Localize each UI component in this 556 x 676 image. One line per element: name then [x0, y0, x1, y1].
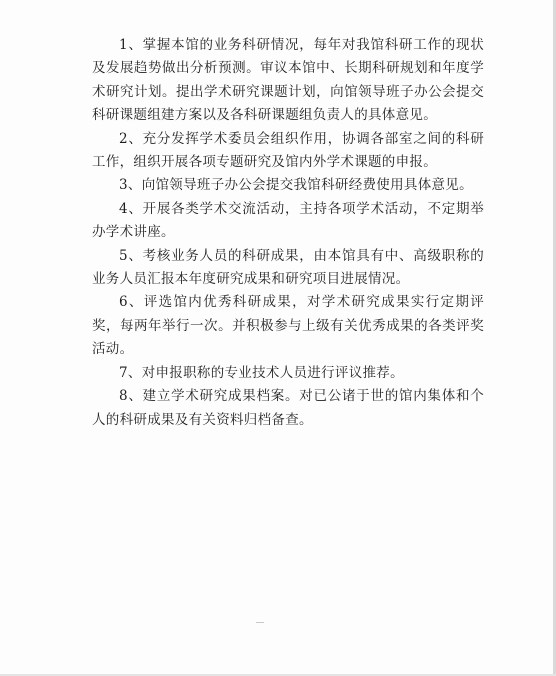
paragraph-3: 3、向馆领导班子办公会提交我馆科研经费使用具体意见。 [119, 177, 473, 194]
paragraph-6: 6、评选馆内优秀科研成果，对学术研究成果实行定期评奖，每两年举行一次。并积极参与上级有关优秀成果的各类评奖活动。 [92, 294, 484, 358]
scan-mark [256, 622, 264, 623]
paragraph-4: 4、开展各类学术交流活动，主持各项学术活动，不定期举办学术讲座。 [92, 200, 484, 241]
paragraph-5: 5、考核业务人员的科研成果，由本馆具有中、高级职称的业务人员汇报本年度研究成果和研究项目进展情况。 [92, 247, 484, 288]
paragraph-7: 7、对申报职称的专业技术人员进行评议推荐。 [119, 364, 404, 381]
paragraph-2: 2、充分发挥学术委员会组织作用，协调各部室之间的科研工作，组织开展各项专题研究及馆内外学术课题的申报。 [92, 130, 484, 171]
document-body [92, 34, 484, 432]
paragraph-8: 8、建立学术研究成果档案。对已公诸于世的馆内集体和个人的科研成果及有关资料归档备查。 [92, 388, 484, 428]
paragraph-1: 1、掌握本馆的业务科研情况，每年对我馆科研工作的现状及发展趋势做出分析预测。审议本馆中、长期科研规划和年度学术研究计划。提出学术研究课题计划，向馆领导班子办公会提交科研课题组建方案以及各科研课题组负责人的具体意见。 [92, 37, 484, 124]
